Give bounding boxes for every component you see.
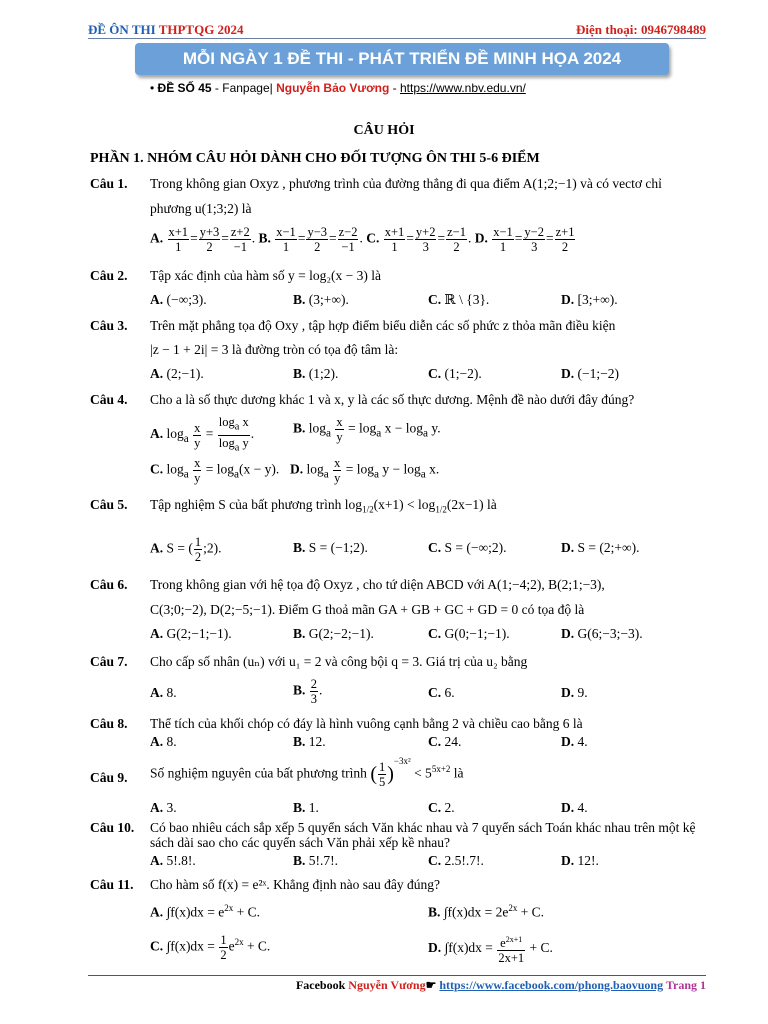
hand-pointer-icon: ☛ (425, 978, 440, 992)
q6-option-c[interactable]: G(0;−1;−1). (444, 626, 510, 641)
q4-option-b[interactable]: B. $\log_a$ $\frac{x}{y}$ = $\log_a x - \log_a y$. (293, 415, 441, 444)
q6-label: Câu 6. (90, 577, 128, 592)
q9-option-b[interactable]: 1. (308, 800, 319, 815)
q3-label: Câu 3. (90, 318, 128, 333)
q9-label: Câu 9. (90, 770, 128, 785)
q3-text-2: |z − 1 + 2i| = 3 là đường tròn có tọa độ tâm là: (150, 342, 399, 357)
q8-option-b[interactable]: 12. (308, 734, 326, 749)
q11-option-c[interactable]: C. ∫f(x)dx = $\frac{1}{2}$ $e^{2x} + C$. (150, 933, 271, 962)
q10-option-a[interactable]: 5!.8!. (166, 853, 196, 868)
q10-label: Câu 10. (90, 820, 135, 835)
q5-option-b[interactable]: S = (−1;2). (308, 540, 368, 555)
q5-option-c[interactable]: S = (−∞;2). (444, 540, 507, 555)
q3-text: Trên mặt phẳng tọa độ Oxy , tập hợp điểm biểu diễn các số phức z thỏa mãn điều kiện (150, 318, 616, 333)
q3-option-b[interactable]: (1;2). (308, 366, 339, 381)
part-title: PHẦN 1. NHÓM CÂU HỎI DÀNH CHO ĐỐI TƯỢNG ÔN THI 5-6 ĐIỂM (90, 151, 540, 166)
q2-option-b[interactable]: (3;+∞). (308, 292, 349, 307)
q6-option-a[interactable]: G(2;−1;−1). (166, 626, 232, 641)
q10-option-d[interactable]: 12!. (577, 853, 599, 868)
q9-option-c[interactable]: 2. (444, 800, 455, 815)
q9-option-a[interactable]: 3. (166, 800, 177, 815)
q1-text-2: phương u(1;3;2) là (150, 201, 252, 216)
site-link[interactable]: https://www.nbv.edu.vn/ (399, 81, 526, 95)
q3-option-a[interactable]: (2;−1). (166, 366, 204, 381)
q8-option-a[interactable]: 8. (166, 734, 177, 749)
q8-option-d[interactable]: 4. (577, 734, 588, 749)
q8-option-c[interactable]: 24. (444, 734, 462, 749)
title-banner: MỖI NGÀY 1 ĐỀ THI - PHÁT TRIỂN ĐỀ MINH HỌA 2024 (135, 43, 669, 75)
q2-option-d[interactable]: [3;+∞). (577, 292, 618, 307)
q1-label: Câu 1. (90, 176, 128, 191)
q2-text: Tập xác định của hàm số y = log₂(x − 3) là (150, 268, 381, 283)
q5-option-a[interactable]: A. S = ( $\frac{1}{2}$ ;2). (150, 535, 222, 564)
q4-text: Cho a là số thực dương khác 1 và x, y là các số thực dương. Mệnh đề nào dưới đây đúng? (150, 392, 635, 407)
q10-option-c[interactable]: 2.5!.7!. (444, 853, 484, 868)
q6-option-b[interactable]: G(2;−2;−1). (308, 626, 374, 641)
q11-text: Cho hàm số f(x) = e²ˣ. Khẳng định nào sau đây đúng? (150, 877, 441, 892)
page-footer: Facebook Nguyễn Vương☛ https://www.facebook.com/phong.baovuong Trang 1 (295, 978, 706, 992)
q7-label: Câu 7. (90, 654, 128, 669)
q6-text: Trong không gian với hệ tọa độ Oxyz , cho tứ diện ABCD với A(1;−4;2), B(2;1;−3), (150, 577, 605, 592)
q4-option-a[interactable]: A. $\log_a$ $\frac{x}{y}$ = $\frac{\log_a x}{\log_a y}$ . (150, 415, 255, 453)
q10-option-b[interactable]: 5!.7!. (308, 853, 339, 868)
q6-text-2: C(3;0;−2), D(2;−5;−1). Điểm G thoả mãn GA + GB + GC + GD = 0 có tọa độ là (150, 602, 585, 617)
q4-option-c[interactable]: C. $\log_a$ $\frac{x}{y}$ = $\log_a(x - y)$. (150, 456, 280, 485)
q2-label: Câu 2. (90, 268, 128, 283)
q1-text: Trong không gian Oxyz , phương trình của đường thẳng đi qua điểm A(1;2;−1) và có vectơ chỉ (150, 176, 662, 191)
facebook-link[interactable]: https://www.facebook.com/phong.baovuong (439, 978, 664, 992)
exam-label: ĐỀ ÔN THI THPTQG 2024 (88, 22, 244, 37)
page-number: Trang 1 (663, 978, 706, 992)
q9-option-d[interactable]: 4. (577, 800, 588, 815)
q7-option-a[interactable]: 8. (166, 685, 177, 700)
q10-text: Có bao nhiêu cách sắp xếp 5 quyển sách Văn khác nhau và 7 quyển sách Toán khác nhau trên một kệ sách dài sao cho các quyển sách Văn phải xếp kề nhau? (150, 820, 696, 850)
q11-option-a[interactable]: A. $\int f(x)dx = e^{2x} + C$. (150, 903, 261, 920)
q5-text: Tập nghiệm S của bất phương trình $\log_{1/2}(x+1) < \log_{1/2}(2x-1)$ là (150, 497, 497, 515)
q1-options: A. $\frac{x+1}{1}$ = $\frac{y+3}{2}$ = $\frac{z+2}{-1}$ . B. $\frac{x-1}{1}$ = $\frac{y-3}{2}$ = $\frac{z-2}{-1}$ . C. $\frac{x+1}{1}$ = $\frac{y+2}{3}$ = $\frac{z-1}{2}$ . D. $\frac{x-1}{1}$ = $\frac{y-2}{3}$ = $\frac{z+1}{2}$ (150, 225, 575, 254)
q8-text: Thể tích của khối chóp có đáy là hình vuông cạnh bằng 2 và chiều cao bằng 6 là (150, 716, 583, 731)
q9-text: Số nghiệm nguyên của bất phương trình ( $\frac{1}{5}$ )$^{-3x^2} < 5^{5x+2}$ là (150, 756, 464, 789)
header-divider (88, 38, 706, 39)
q11-option-b[interactable]: B. $\int f(x)dx = 2e^{2x} + C$. (428, 903, 545, 920)
q4-option-d[interactable]: D. $\log_a$ $\frac{x}{y}$ = $\log_a y - \log_a x$. (290, 456, 440, 485)
q5-label: Câu 5. (90, 497, 128, 512)
q6-option-d[interactable]: G(6;−3;−3). (577, 626, 643, 641)
q11-option-d[interactable]: D. ∫f(x)dx = $\frac{e^{2x+1}}{2x+1}$ + C. (428, 935, 553, 966)
page-header (88, 18, 706, 38)
q2-option-c[interactable]: ℝ \ {3}. (444, 292, 490, 307)
q7-option-b[interactable]: B. $\frac{2}{3}$ . (293, 677, 323, 706)
q7-option-c[interactable]: 6. (444, 685, 455, 700)
q3-option-c[interactable]: (1;−2). (444, 366, 482, 381)
q7-option-d[interactable]: 9. (577, 685, 588, 700)
q2-option-a[interactable]: (−∞;3). (166, 292, 207, 307)
q8-label: Câu 8. (90, 716, 128, 731)
footer-divider (88, 975, 706, 976)
section-title: CÂU HỎI (353, 123, 415, 138)
q7-text: Cho cấp số nhân (uₙ) với u₁ = 2 và công bội q = 3. Giá trị của u₂ bằng (150, 654, 528, 669)
q11-label: Câu 11. (90, 877, 134, 892)
q5-option-d[interactable]: S = (2;+∞). (577, 540, 640, 555)
q4-label: Câu 4. (90, 392, 128, 407)
q3-option-d[interactable]: (−1;−2) (577, 366, 619, 381)
phone-number: Điện thoại: 0946798489 (576, 22, 706, 37)
subheader: • ĐỀ SỐ 45 - Fanpage| Nguyễn Bảo Vương - https://www.nbv.edu.vn/ (150, 81, 526, 95)
